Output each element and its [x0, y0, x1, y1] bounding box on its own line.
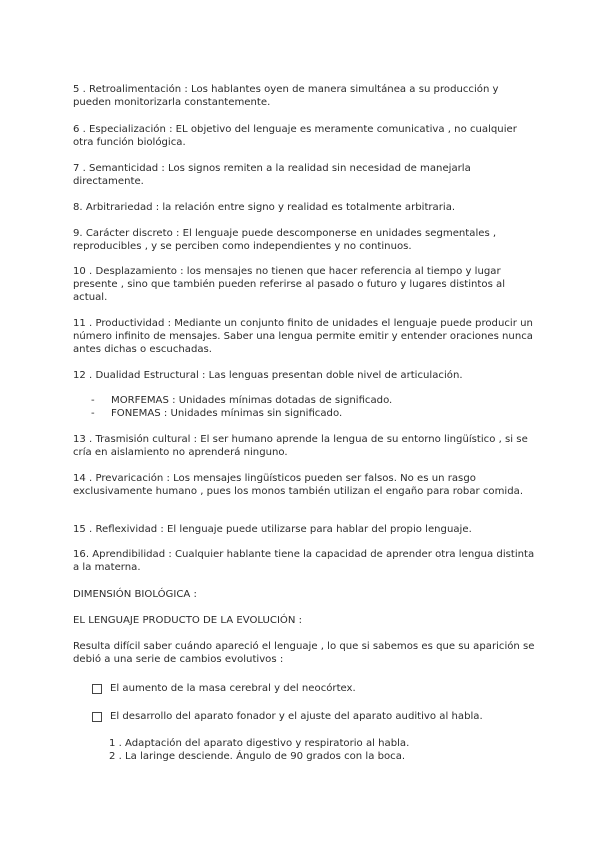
paragraph-desplazamiento: 10 . Desplazamiento : los mensajes no tienen que hacer referencia al tiempo y lugar presente , sino que también pueden referirse al pasado o futuro y lugares distintos al actual.	[73, 266, 506, 303]
numbered-item-adaptacion: 1 . Adaptación del aparato digestivo y respiratorio al habla.	[109, 738, 410, 749]
paragraph-trasmision-cultural: 13 . Trasmisión cultural : El ser humano aprende la lengua de su entorno lingüístico , si se cría en aislamiento no aprenderá ninguno.	[73, 434, 528, 458]
paragraph-aprendibilidad: 16. Aprendibilidad : Cualquier hablante tiene la capacidad de aprender otra lengua distinta a la materna.	[73, 549, 535, 573]
paragraph-arbitrariedad: 8. Arbitrariedad : la relación entre signo y realidad es totalmente arbitraria.	[73, 202, 456, 213]
paragraph-reflexividad: 15 . Reflexividad : El lenguaje puede utilizarse para hablar del propio lenguaje.	[73, 524, 472, 535]
checkbox-item-masa-cerebral: El aumento de la masa cerebral y del neocórtex.	[110, 683, 356, 694]
list-dash: -	[91, 395, 95, 406]
paragraph-productividad: 11 . Productividad : Mediante un conjunto finito de unidades el lenguaje puede producir un número infinito de mensajes. Saber una lengua permite emitir y entender oraciones nunca antes dichas o escuchadas.	[73, 318, 533, 355]
paragraph-prevaricacion: 14 . Prevaricación : Los mensajes lingüísticos pueden ser falsos. No es un rasgo exclusivamente humano , pues los monos también utilizan el engaño para robar comida.	[73, 473, 524, 497]
numbered-item-laringe: 2 . La laringe desciende. Ángulo de 90 grados con la boca.	[109, 751, 406, 762]
checkbox-item-aparato-fonador: El desarrollo del aparato fonador y el ajuste del aparato auditivo al habla.	[110, 711, 483, 722]
paragraph-intro-evolucion: Resulta difícil saber cuándo apareció el lenguaje , lo que si sabemos es que su aparición se debió a una serie de cambios evolutivos :	[73, 641, 535, 665]
paragraph-dualidad: 12 . Dualidad Estructural : Las lenguas presentan doble nivel de articulación.	[73, 370, 463, 381]
list-item-morfemas: MORFEMAS : Unidades mínimas dotadas de significado.	[111, 395, 393, 406]
list-dash: -	[91, 408, 95, 419]
checkbox-icon[interactable]	[92, 712, 102, 722]
paragraph-semanticidad: 7 . Semanticidad : Los signos remiten a la realidad sin necesidad de manejarla directamente.	[73, 163, 471, 187]
paragraph-caracter-discreto: 9. Carácter discreto : El lenguaje puede descomponerse en unidades segmentales , reproducibles , y se perciben como independientes y no continuos.	[73, 228, 497, 252]
paragraph-retroalimentacion: 5 . Retroalimentación : Los hablantes oyen de manera simultánea a su producción y pueden monitorizarla constantemente.	[73, 84, 499, 108]
paragraph-especializacion: 6 . Especialización : EL objetivo del lenguaje es meramente comunicativa , no cualquier otra función biológica.	[73, 124, 517, 148]
heading-evolucion: EL LENGUAJE PRODUCTO DE LA EVOLUCIÓN :	[73, 615, 303, 626]
list-item-fonemas: FONEMAS : Unidades mínimas sin significado.	[111, 408, 343, 419]
heading-dimension-biologica: DIMENSIÓN BIOLÓGICA :	[73, 589, 197, 600]
checkbox-icon[interactable]	[92, 684, 102, 694]
